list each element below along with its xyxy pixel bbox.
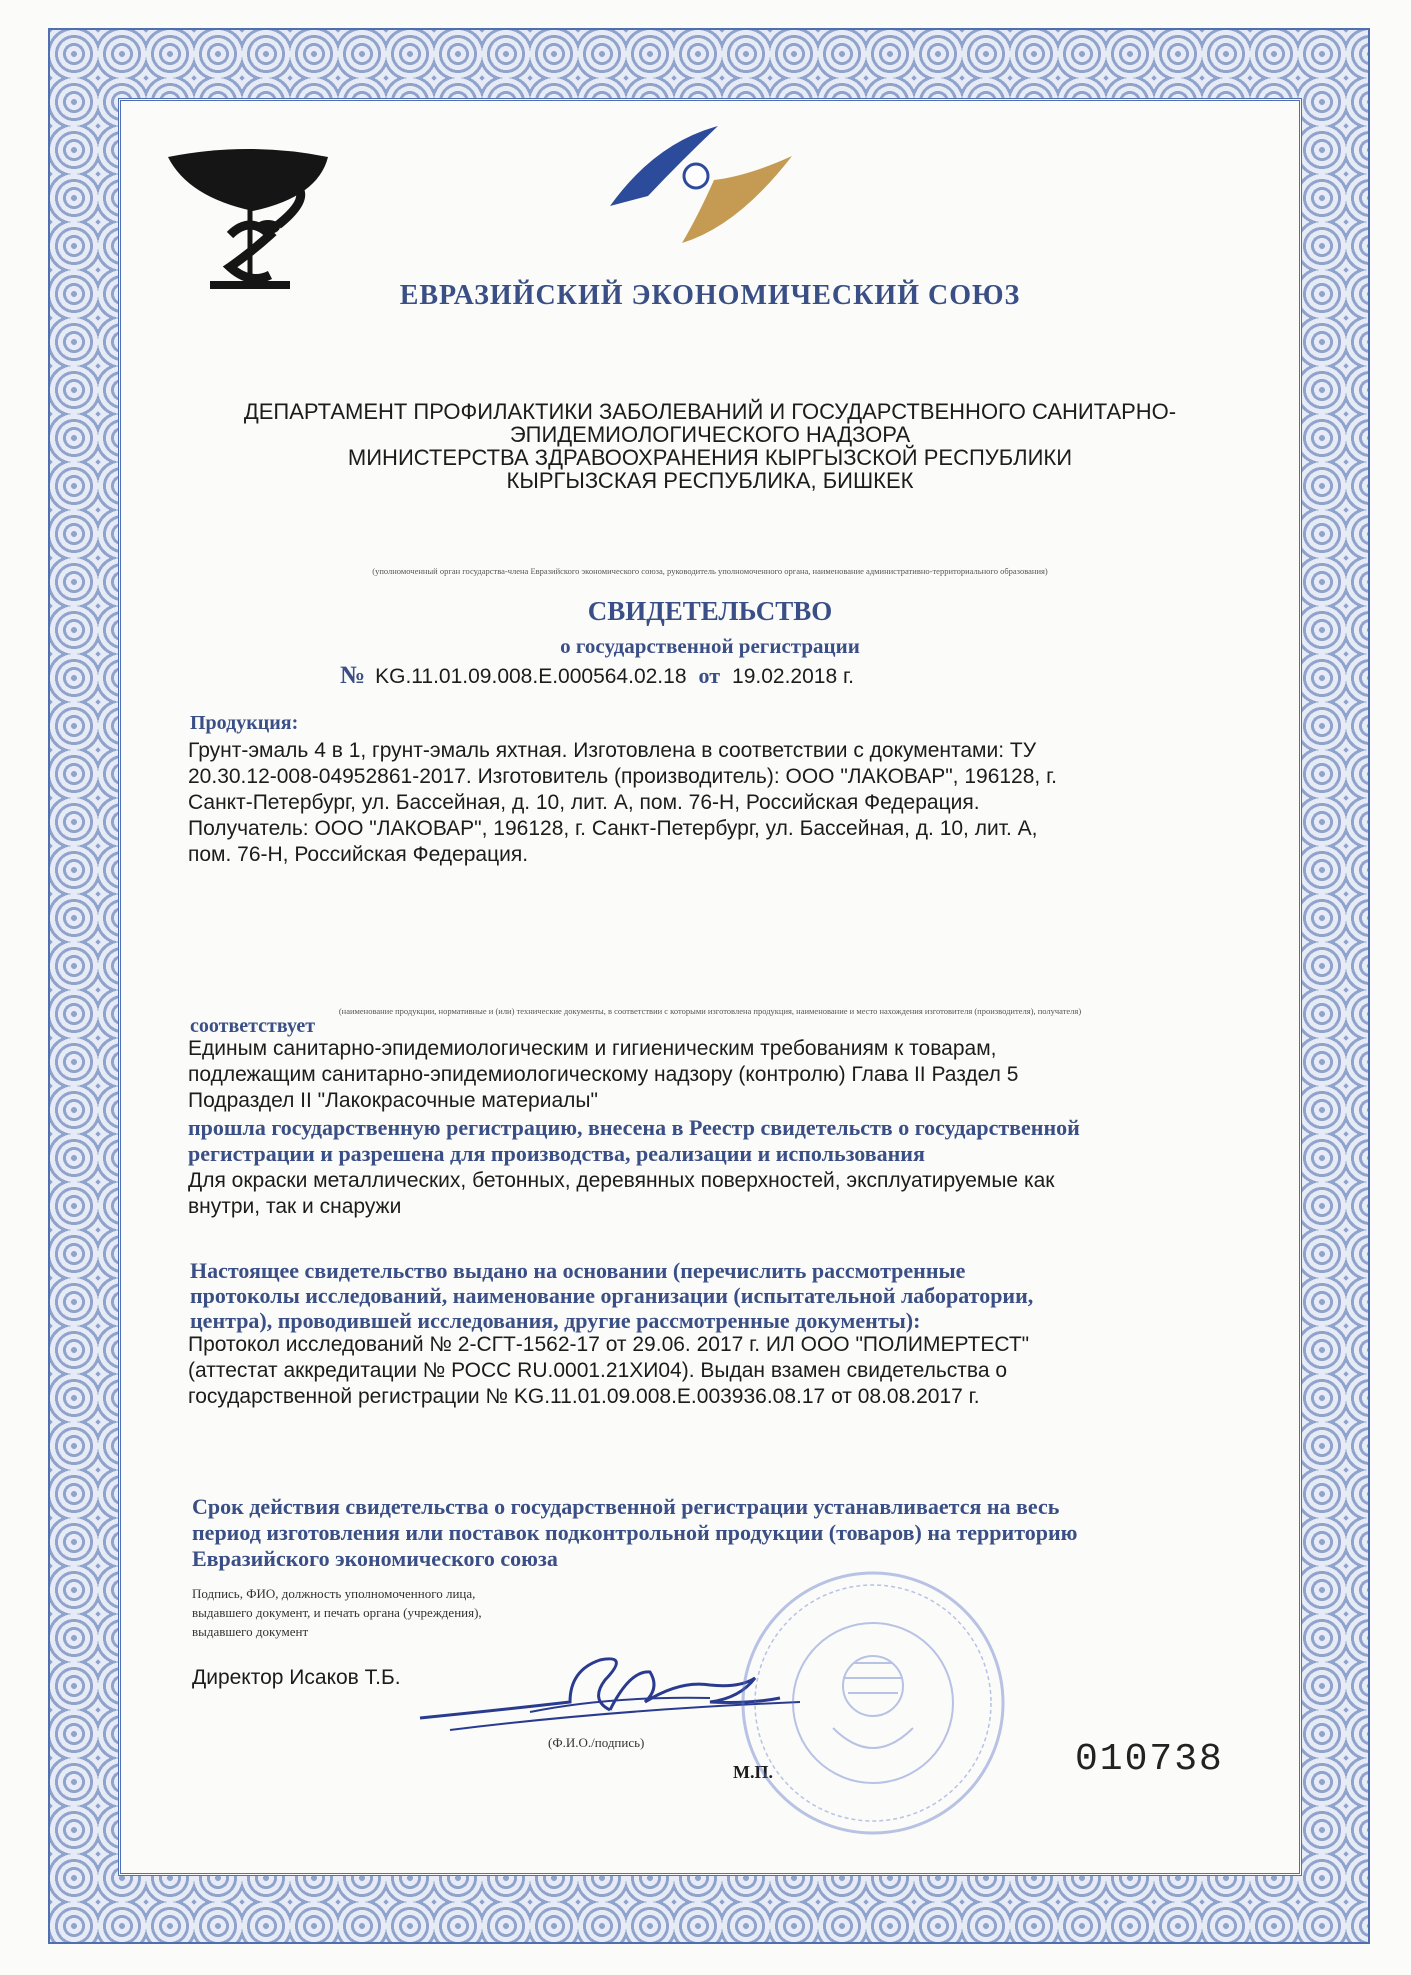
validity-statement xyxy=(192,1494,1272,1572)
serial-number: 010738 xyxy=(1075,1738,1224,1781)
registration-heading-line: регистрации и разрешена для производства, реализации и использования xyxy=(188,1141,925,1166)
signature-note-line: Подпись, ФИО, должность уполномоченного лица, xyxy=(192,1586,476,1601)
official-seal-icon xyxy=(738,1568,1008,1838)
authority-line: ДЕПАРТАМЕНТ ПРОФИЛАКТИКИ ЗАБОЛЕВАНИЙ И ГОСУДАРСТВЕННОГО САНИТАРНО- xyxy=(243,399,1177,424)
certificate-number-row xyxy=(340,662,854,690)
authority-line: ЭПИДЕМИОЛОГИЧЕСКОГО НАДЗОРА xyxy=(509,422,911,447)
product-line: 20.30.12-008-04952861-2017. Изготовитель (производитель): ООО "ЛАКОВАР", 196128, г. xyxy=(188,765,1058,788)
registration-line: внутри, так и снаружи xyxy=(188,1195,402,1218)
conformity-line: Единым санитарно-эпидемиологическим и гигиеническим требованиям к товарам, xyxy=(188,1037,997,1060)
signer-name: Директор Исаков Т.Б. xyxy=(192,1666,401,1689)
registration-heading xyxy=(188,1115,1278,1167)
authority-line: КЫРГЫЗСКАЯ РЕСПУБЛИКА, БИШКЕК xyxy=(506,468,914,493)
signature-note xyxy=(192,1584,482,1641)
product-note: (наименование продукции, нормативные и (или) технические документы, в соответствии с которыми изготовлена продукция, наименование и место нахождения изготовителя (производителя), получателя) xyxy=(338,1006,1082,1016)
authority-note: (уполномоченный орган государства-члена Евразийского экономического союза, руководитель уполномоченного органа, наименование административно-территориального образования) xyxy=(372,566,1048,576)
number-sign: № xyxy=(340,662,366,689)
certificate-subtitle: о государственной регистрации xyxy=(560,634,860,658)
basis-heading-line: центра), проводившей исследования, другие рассмотренные документы): xyxy=(190,1308,921,1333)
basis-line: государственной регистрации № KG.11.01.09.008.Е.003936.08.17 от 08.08.2017 г. xyxy=(188,1385,980,1408)
signature-note-line: выдавшего документ xyxy=(192,1624,309,1639)
bowl-of-hygieia-icon xyxy=(168,135,338,290)
basis-line: (аттестат аккредитации № РОСС RU.0001.21ХИ04). Выдан взамен свидетельства о xyxy=(188,1359,1008,1382)
validity-line: Евразийского экономического союза xyxy=(192,1546,558,1571)
signature-note-line: выдавшего документ, и печать органа (учреждения), xyxy=(192,1605,482,1620)
product-line: пом. 76-Н, Российская Федерация. xyxy=(188,843,529,866)
certificate-number: KG.11.01.09.008.Е.000564.02.18 xyxy=(375,665,687,688)
conformity-line: Подраздел II "Лакокрасочные материалы" xyxy=(188,1089,598,1112)
basis-heading-line: Настоящее свидетельство выдано на основании (перечислить рассмотренные xyxy=(190,1258,966,1283)
conformity-label: соответствует xyxy=(190,1015,316,1037)
basis-text xyxy=(188,1332,1248,1410)
number-from-label: от xyxy=(698,663,721,688)
product-line: Санкт-Петербург, ул. Бассейная, д. 10, лит. А, пом. 76-Н, Российская Федерация. xyxy=(188,791,980,814)
registration-line: Для окраски металлических, бетонных, деревянных поверхностей, эксплуатируемые как xyxy=(188,1169,1055,1192)
certificate-date: 19.02.2018 г. xyxy=(732,665,854,688)
eaeu-logo-icon xyxy=(610,118,795,248)
validity-line: период изготовления или поставок подконтрольной продукции (товаров) на территорию xyxy=(192,1520,1078,1545)
registration-text xyxy=(188,1168,1248,1220)
registration-heading-line: прошла государственную регистрацию, внесена в Реестр свидетельств о государственной xyxy=(188,1115,1080,1140)
authority-block xyxy=(150,400,1270,492)
union-name: ЕВРАЗИЙСКИЙ ЭКОНОМИЧЕСКИЙ СОЮЗ xyxy=(399,280,1021,311)
product-line: Получатель: ООО "ЛАКОВАР", 196128, г. Санкт-Петербург, ул. Бассейная, д. 10, лит. А, xyxy=(188,817,1038,840)
fio-signature-label: (Ф.И.О./подпись) xyxy=(548,1735,645,1750)
authority-line: МИНИСТЕРСТВА ЗДРАВООХРАНЕНИЯ КЫРГЫЗСКОЙ РЕСПУБЛИКИ xyxy=(347,445,1073,470)
basis-heading xyxy=(190,1258,1270,1333)
validity-line: Срок действия свидетельства о государственной регистрации устанавливается на весь xyxy=(192,1494,1060,1519)
stamp-label: М.П. xyxy=(733,1762,773,1782)
product-description xyxy=(188,738,1248,868)
conformity-line: подлежащим санитарно-эпидемиологическому надзору (контролю) Глава II Раздел 5 xyxy=(188,1063,1019,1086)
product-line: Грунт-эмаль 4 в 1, грунт-эмаль яхтная. Изготовлена в соответствии с документами: ТУ xyxy=(188,739,1037,762)
product-label: Продукция: xyxy=(190,712,299,734)
basis-line: Протокол исследований № 2-СГТ-1562-17 от 29.06. 2017 г. ИЛ ООО "ПОЛИМЕРТЕСТ" xyxy=(188,1333,1030,1356)
basis-heading-line: протоколы исследований, наименование организации (испытательной лаборатории, xyxy=(190,1283,1034,1308)
certificate-title: СВИДЕТЕЛЬСТВО xyxy=(587,596,833,626)
conformity-text xyxy=(188,1036,1248,1114)
